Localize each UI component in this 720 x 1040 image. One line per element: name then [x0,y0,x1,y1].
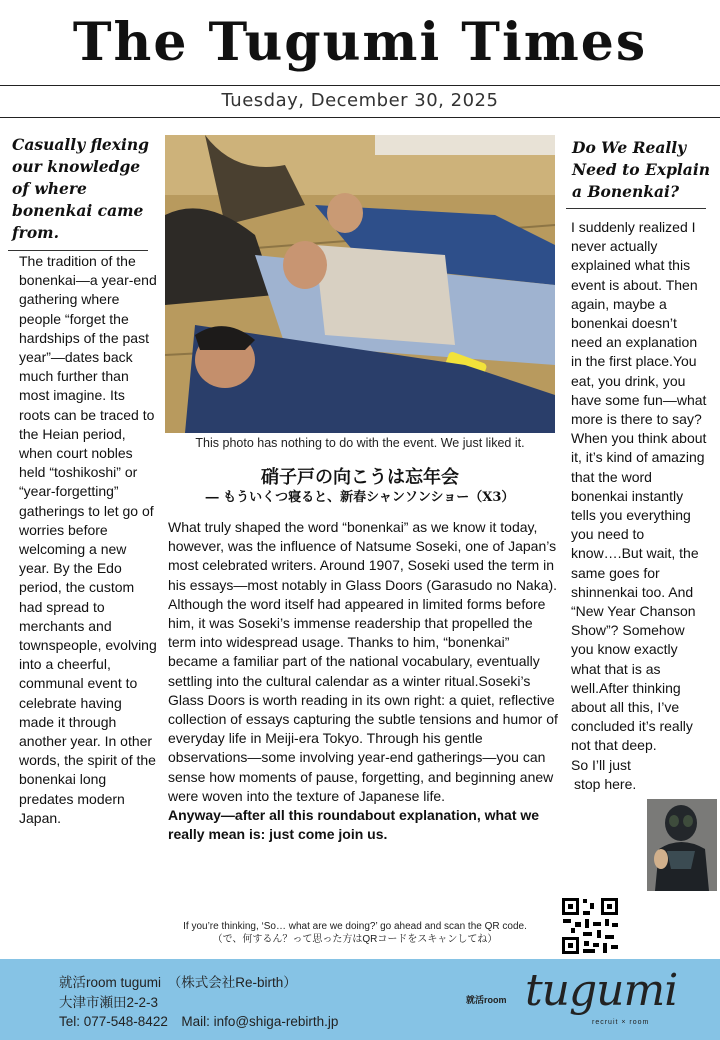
right-column-title: Do We Really Need to Explain a Bonenkai? [572,138,711,201]
left-column-title: Casually flexing our knowledge of where bonenkai came from. [12,135,149,242]
left-column-rule [8,250,148,251]
right-column-paragraph: I suddenly realized I never actually explained what this event is about. Then again, maybe a bonenkai doesn’t need an explanation in the first place.You eat, you drink, you have some fun—what more is there to say? When you think about it, it’s kind of amazing that the word bonenkai instantly tells you everything you need to know….But wait, the same goes for shinnenkai too. And “New Year Chanson Show”? Somehow you know exactly what that is as well.After thinking about all this, I’ve concluded it’s really not that deep. [571,219,707,754]
footer-address: 大津市瀬田2-2-3 [59,994,159,1010]
right-column-end-line-1: So I’ll just [571,756,631,773]
logo-tagline: recruit × room [592,1019,650,1026]
footer-contact [59,973,338,1032]
article-closing: Anyway—after all this roundabout explanation, what we really mean is: just come join us. [168,807,540,843]
left-column-header [8,134,153,251]
tugumi-logo: tugumi [525,965,678,1016]
right-column-body [571,218,711,794]
masthead-rule-bottom [0,117,720,118]
qr-note-english: If you’re thinking, ‘So… what are we doing?’ go ahead and scan the QR code. [183,921,527,932]
newspaper-title: The Tugumi Times [72,12,648,73]
article-paragraph: What truly shaped the word “bonenkai” as we know it today, however, was the influence of Natsume Soseki, one of Japan’s most celebrated writers. Around 1907, Soseki used the term in his essays—most notably in Glass Doors (Garasudo no Naka). Although the word itself had appeared in limited forms before him, it was Soseki’s immense readership that propelled the term into widespread usage. Thanks to him, “bonenkai” became a familiar part of the national vocabulary, eventually settling into the cultural calendar as a winter ritual.Soseki’s Glass Doors is worth reading in its own right: a quiet, reflective collection of essays capturing the subtle tensions and humor of everyday life in Meiji-era Tokyo. Through his gentle observations—some involving year-end gatherings—you can sense how moments of pause, forgetting, and beginning anew were woven into the texture of Japanese life. [168,519,558,804]
qr-note-japanese: （で、何するん？って思った方はQRコードをスキャンしてね） [212,934,498,945]
photo-caption: This photo has nothing to do with the event. We just liked it. [195,436,525,450]
left-column-body: The tradition of the bonenkai—a year-end gathering where people “forget the hardships of the past year”—dates back much further than most imagine. Its roots can be traced to the Heian period, when court nobles held “toshikoshi” or “year-forgetting” gatherings to let go of worries before welcoming a new year. By the Edo period, the custom had spread to merchants and townspeople, evolving into a cheerful, communal event to celebrate having made it through another year. In other words, the spirit of the bonenkai long predates modern Japan. [19,253,157,826]
costume-figure-illustration [647,799,717,891]
qr-code-icon [559,895,621,957]
party-photo [165,135,555,433]
party-photo-illustration [165,135,555,433]
footer [0,959,720,1040]
article-body [168,518,558,844]
article-subhead: ― もういくつ寝ると、新春シャンソンショー（X3） [205,490,515,505]
qr-code[interactable] [559,895,621,957]
masthead-rule-top [0,85,720,86]
footer-company: 就活room tugumi （株式会社Re-birth） [59,975,297,990]
right-column-end-line-2: stop here. [574,775,637,792]
logo-small-text: 就活room [466,995,507,1005]
masthead [0,0,720,84]
right-column-rule [566,208,706,209]
right-column-header [564,137,714,209]
qr-note [150,920,560,946]
article-headline: 硝子戸の向こうは忘年会 [261,467,459,488]
footer-phone-mail: Tel: 077-548-8422 Mail: info@shiga-rebirth.jp [59,1014,339,1029]
costume-figure-photo [647,799,717,891]
dateline: Tuesday, December 30, 2025 [221,90,499,111]
